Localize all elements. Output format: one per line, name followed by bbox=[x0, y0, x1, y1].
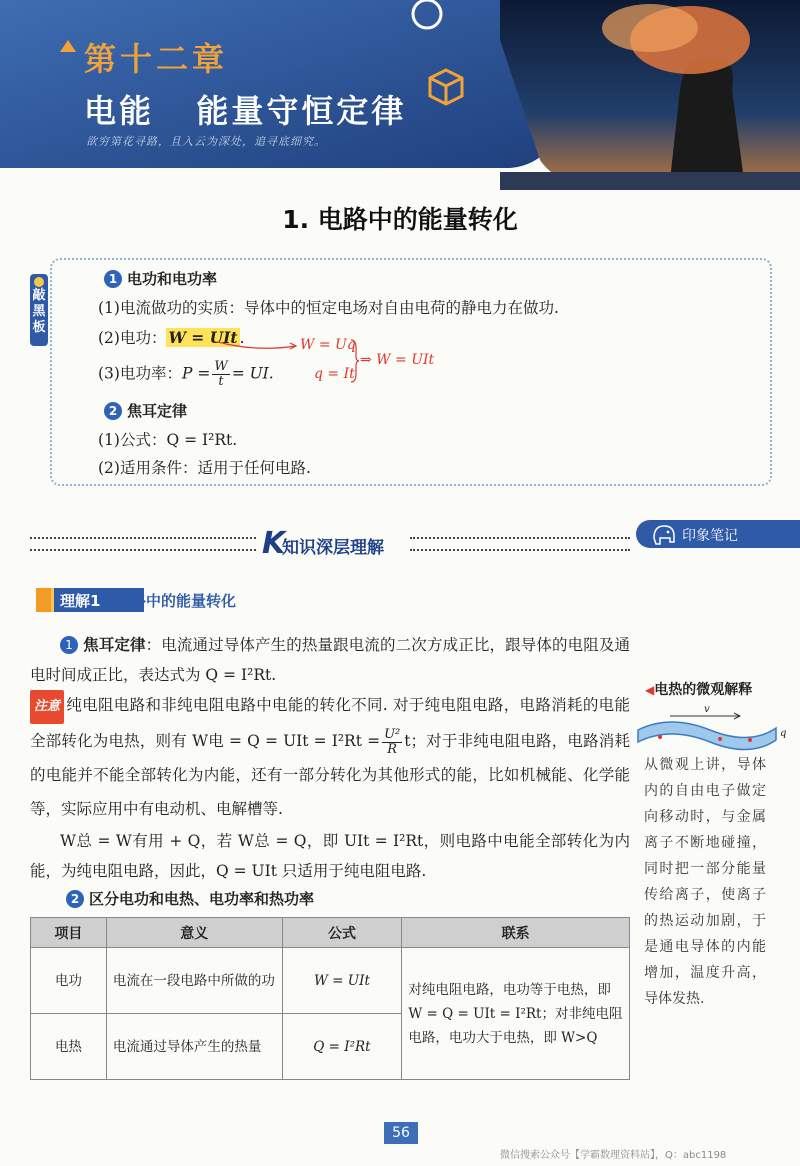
table-cell-formula: W = UIt bbox=[282, 948, 402, 1014]
board-line-4: (1)公式：Q = I²Rt. bbox=[98, 431, 238, 449]
banner-dotted-rule-right bbox=[410, 537, 630, 551]
power-symbol: P = bbox=[181, 364, 211, 383]
table-row bbox=[31, 948, 630, 1014]
board-section-2-heading bbox=[104, 400, 187, 421]
comparison-table bbox=[30, 917, 630, 1080]
paragraph-total-work: W总 = W有用 + Q，若 W总 = Q，即 UIt = I²Rt，则电路中电能全部转化为内能，为纯电阻电路，因此，Q = UIt 只适用于纯电阻电路. bbox=[30, 832, 630, 880]
table-cell-meaning: 电流在一段电路中所做的功 bbox=[106, 948, 282, 1014]
notes-title: 印象笔记 bbox=[682, 528, 738, 544]
wire-diagram bbox=[630, 700, 790, 760]
number-badge: 2 bbox=[66, 890, 84, 908]
chapter-motto: 欲穷第花寻路，且入云为深处，追寻底细究。 bbox=[86, 135, 326, 148]
section-title: 1. 电路中的能量转化 bbox=[282, 205, 518, 234]
board-line-3-prefix: (3)电功率： bbox=[98, 364, 182, 383]
footer-text: 微信搜索公众号【学霸数理资料站】，Q：abc1198 bbox=[500, 1150, 727, 1161]
board-section-1-heading bbox=[104, 268, 217, 289]
note-badge: 注意 bbox=[30, 690, 64, 724]
board-line-3 bbox=[98, 360, 274, 389]
table-header-row bbox=[31, 918, 630, 948]
table-header-cell: 项目 bbox=[31, 918, 107, 948]
number-badge: 2 bbox=[104, 402, 122, 420]
blackboard-tag bbox=[30, 274, 48, 346]
table-header-cell: 公式 bbox=[282, 918, 402, 948]
table-cell-formula: Q = I²Rt bbox=[282, 1014, 402, 1080]
chapter-label: 第十二章 bbox=[84, 40, 229, 78]
wire-velocity-label: v bbox=[704, 704, 710, 715]
board-section-1-title: 电功和电功率 bbox=[127, 270, 218, 288]
table-cell-item: 电热 bbox=[31, 1014, 107, 1080]
brace-icon bbox=[350, 338, 360, 384]
table-cell-meaning: 电流通过导体产生的热量 bbox=[106, 1014, 282, 1080]
fraction-denominator: t bbox=[218, 374, 224, 389]
red-formula-a: W = Uq bbox=[300, 337, 356, 353]
note-text-b: t；对于非纯电阻电路，电路消耗的电能并不能全部转化为内能，还有一部分转化为其他形式的能，比如机械能、化学能等，实际应用中有电动机、电解槽等. bbox=[30, 732, 631, 818]
banner-k-icon: K bbox=[262, 526, 286, 561]
table-header-cell: 意义 bbox=[106, 918, 282, 948]
sidebar-text: 从微观上讲，导体内的自由电子做定向移动时，与金属离子不断地碰撞，同时把一部分能量传给离子，使离子的热运动加剧，于是通电导体的内能增加，温度升高，导体发热. bbox=[644, 757, 766, 1007]
note-text-a: 纯电阻电路和非纯电阻电路中电能的转化不同. 对于纯电阻电路，电路消耗的电能全部转化为电热，则有 W电 = Q = UIt = I²Rt = bbox=[30, 696, 630, 750]
board-line-1: (1)电流做功的实质：导体中的恒定电场对自由电荷的静电力在做功. bbox=[98, 299, 559, 317]
blackboard-tag-label: 敲黑板 bbox=[32, 288, 46, 335]
number-badge: 1 bbox=[104, 270, 122, 288]
fraction-numerator: W bbox=[214, 359, 228, 374]
board-line-5: (2)适用条件：适用于任何电路. bbox=[98, 459, 311, 477]
banner-dotted-rule-left bbox=[30, 537, 256, 551]
number-badge: 1 bbox=[60, 636, 78, 654]
table-cell-item: 电功 bbox=[31, 948, 107, 1014]
tag-dot-icon bbox=[34, 277, 44, 287]
joule-law-term: 焦耳定律 bbox=[83, 636, 146, 654]
chapter-title: 电能 能量守恒定律 bbox=[84, 92, 407, 130]
deep-understanding-banner bbox=[30, 528, 630, 560]
red-formula-b: q = It bbox=[314, 366, 355, 382]
note-fraction-denominator: R bbox=[387, 741, 398, 757]
paragraph-joule-law bbox=[30, 630, 630, 690]
distinguish-heading bbox=[66, 888, 314, 909]
understanding-label: 理解1 bbox=[60, 592, 101, 610]
board-section-2-title: 焦耳定律 bbox=[127, 402, 188, 420]
triangle-icon: ◀ bbox=[645, 683, 655, 697]
book-icon bbox=[36, 588, 54, 612]
page-number: 56 bbox=[384, 1122, 418, 1144]
distinguish-title: 区分电功和电热、电功率和热功率 bbox=[89, 890, 315, 908]
sidebar-heading bbox=[645, 679, 752, 699]
formula-arrow-icon bbox=[216, 338, 300, 352]
joule-law-text: ：电流通过导体产生的热量跟电流的二次方成正比，跟导体的电阻及通电时间成正比，表达式为 Q = I²Rt. bbox=[30, 636, 630, 684]
board-line-2-prefix: (2)电功： bbox=[98, 329, 167, 347]
table-cell-relation: 对纯电阻电路，电功等于电热，即 W = Q = UIt = I²Rt；对非纯电阻电路，电功大于电热，即 W>Q bbox=[402, 948, 630, 1080]
note-fraction-numerator: U² bbox=[384, 726, 401, 742]
board-line-3-suffix: = UI. bbox=[231, 364, 274, 383]
work-formula-highlight: W = UIt bbox=[168, 328, 238, 347]
paragraph-note bbox=[30, 688, 630, 826]
red-formula-result: ⇒ W = UIt bbox=[360, 352, 435, 368]
banner-title: 知识深层理解 bbox=[282, 538, 384, 558]
power-fraction bbox=[212, 360, 229, 389]
note-fraction bbox=[382, 728, 402, 757]
elephant-icon bbox=[650, 522, 678, 546]
table-header-cell: 联系 bbox=[402, 918, 630, 948]
chapter-header bbox=[0, 0, 800, 190]
board-line-2-suffix: . bbox=[239, 329, 245, 347]
understanding-title: 电路中的能量转化 bbox=[116, 592, 237, 610]
wire-charge-label: q bbox=[780, 728, 787, 739]
sidebar-heading-text: 电热的微观解释 bbox=[654, 682, 753, 698]
